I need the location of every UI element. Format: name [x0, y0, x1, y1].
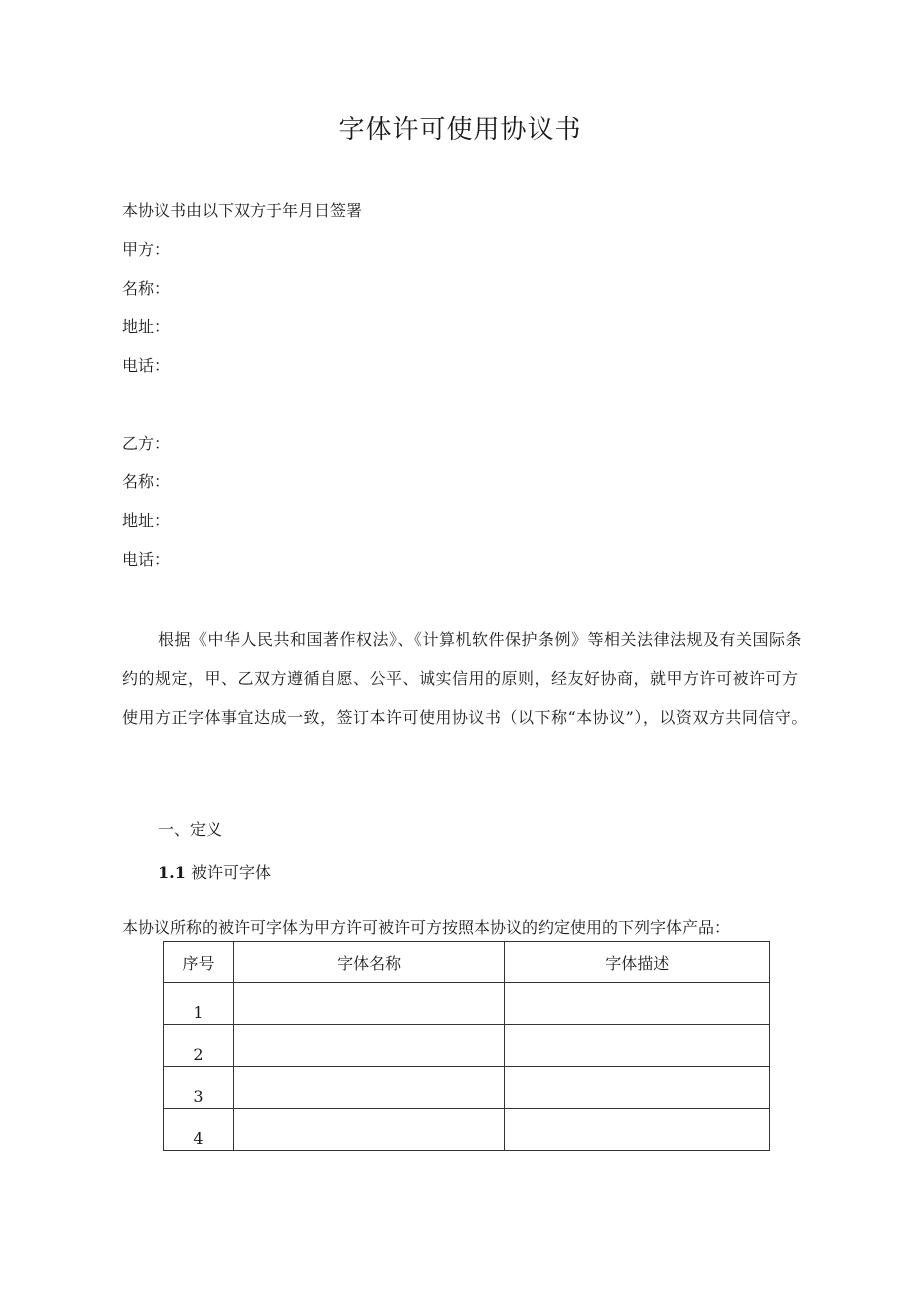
section-1-heading: 一、定义 [158, 820, 223, 839]
party-a-address-label: 地址： [122, 317, 171, 336]
header-font-name: 字体名称 [233, 942, 505, 983]
intro-line: 本协议书由以下双方于年月日签署 [122, 201, 363, 220]
cell-font-name [233, 1025, 505, 1067]
cell-font-desc [505, 1067, 770, 1109]
party-b-name-label: 名称： [122, 472, 171, 491]
section-1-body: 本协议所称的被许可字体为甲方许可被许可方按照本协议的约定使用的下列字体产品： [122, 918, 731, 937]
cell-font-name [233, 983, 505, 1025]
party-a-phone-label: 电话： [122, 356, 171, 375]
cell-font-name [233, 1109, 505, 1151]
table-row [164, 1109, 770, 1151]
font-table [163, 941, 770, 1151]
cell-font-desc [505, 1025, 770, 1067]
preamble-paragraph: 根据《中华人民共和国著作权法》、《计算机软件保护条例》等相关法律法规及有关国际条约的规定，甲、乙双方遵循自愿、公平、诚实信用的原则，经友好协商，就甲方许可被许可方使用方正字体事宜达成一致，签订本许可使用协议书（以下称“本协议”），以资双方共同信守。 [122, 630, 808, 727]
party-a-name-label: 名称： [122, 279, 171, 298]
header-font-desc: 字体描述 [505, 942, 770, 983]
party-b-phone-label: 电话： [122, 550, 171, 569]
party-a-label: 甲方： [122, 240, 171, 259]
subsection-number: 1.1 [158, 863, 186, 882]
table-row [164, 1067, 770, 1109]
cell-font-desc [505, 1109, 770, 1151]
cell-font-desc [505, 983, 770, 1025]
subsection-title: 被许可字体 [190, 863, 271, 882]
cell-index: 4 [164, 1109, 234, 1151]
cell-index: 2 [164, 1025, 234, 1067]
subsection-1-1 [158, 863, 271, 883]
table-header-row [164, 942, 770, 983]
party-b-label: 乙方： [122, 434, 171, 453]
table-row [164, 1025, 770, 1067]
header-index: 序号 [164, 942, 234, 983]
cell-index: 3 [164, 1067, 234, 1109]
document-title: 字体许可使用协议书 [338, 115, 582, 145]
table-row [164, 983, 770, 1025]
cell-font-name [233, 1067, 505, 1109]
party-b-address-label: 地址： [122, 511, 171, 530]
cell-index: 1 [164, 983, 234, 1025]
